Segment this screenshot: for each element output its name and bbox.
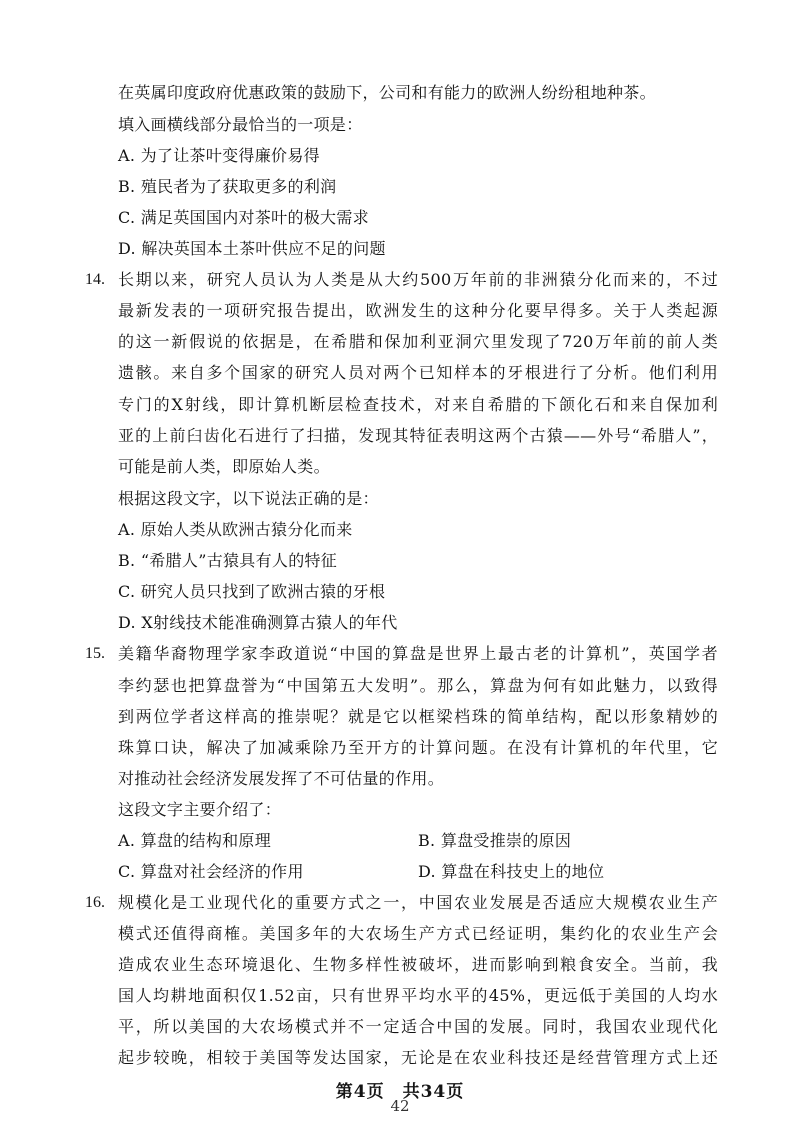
option-c: C. 研究人员只找到了欧洲古猿的牙根	[118, 582, 386, 601]
option-a: A. 算盘的结构和原理	[118, 831, 272, 850]
paragraph-line: 国人均耕地面积仅1.52亩，只有世界平均水平的45%，更远低于美国的人均水	[118, 986, 718, 1005]
option-a: A. 为了让茶叶变得廉价易得	[118, 146, 320, 165]
option-d: D. 算盘在科技史上的地位	[418, 862, 605, 881]
option-c: C. 算盘对社会经济的作用	[118, 862, 304, 881]
option-a: A. 原始人类从欧洲古猿分化而来	[118, 520, 353, 539]
option-b: B. 算盘受推崇的原因	[418, 831, 572, 850]
paragraph-line: 在英属印度政府优惠政策的鼓励下，公司和有能力的欧洲人纷纷租地种茶。	[118, 83, 656, 102]
page-label: 第4页 共34页	[335, 1082, 465, 1102]
paragraph-line: 到两位学者这样高的推崇呢？就是它以框梁档珠的简单结构，配以形象精妙的	[118, 707, 718, 726]
paragraph-line: 起步较晚，相较于美国等发达国家，无论是在农业科技还是经营管理方式上还	[118, 1048, 718, 1067]
paragraph-line: 遗骸。来自多个国家的研究人员对两个已知样本的牙根进行了分析。他们利用	[118, 363, 718, 382]
question-prompt: 这段文字主要介绍了：	[118, 800, 282, 819]
question-number: 15.	[85, 645, 105, 662]
paragraph-line: 规模化是工业现代化的重要方式之一，中国农业发展是否适应大规模农业生产	[118, 893, 718, 912]
option-b: B. 殖民者为了获取更多的利润	[118, 177, 337, 196]
paragraph-line: 美籍华裔物理学家李政道说“中国的算盘是世界上最古老的计算机”，英国学者	[118, 644, 718, 663]
question-number: 16.	[85, 894, 105, 911]
paragraph-line: 平，所以美国的大农场模式并不一定适合中国的发展。同时，我国农业现代化	[118, 1017, 718, 1036]
paragraph-line: 对推动社会经济发展发挥了不可估量的作用。	[118, 769, 445, 788]
paragraph-line: 长期以来，研究人员认为人类是从大约500万年前的非洲猿分化而来的，不过	[118, 270, 718, 289]
option-d: D. X射线技术能准确测算古猿人的年代	[118, 613, 398, 632]
question-prompt: 根据这段文字，以下说法正确的是：	[118, 489, 379, 508]
option-c: C. 满足英国国内对茶叶的极大需求	[118, 208, 369, 227]
paragraph-line: 李约瑟也把算盘誉为“中国第五大发明”。那么，算盘为何有如此魅力，以致得	[118, 676, 718, 695]
paragraph-line: 造成农业生态环境退化、生物多样性被破坏，进而影响到粮食安全。当前，我	[118, 955, 718, 974]
paragraph-line: 模式还值得商榷。美国多年的大农场生产方式已经证明，集约化的农业生产会	[118, 924, 718, 943]
paragraph-line: 的这一新假说的依据是，在希腊和保加利亚洞穴里发现了720万年前的前人类	[118, 332, 718, 351]
paragraph-line: 专门的X射线，即计算机断层检查技术，对来自希腊的下颌化石和来自保加利	[118, 395, 718, 414]
paragraph-line: 可能是前人类，即原始人类。	[118, 457, 330, 476]
paragraph-line: 亚的上前臼齿化石进行了扫描，发现其特征表明这两个古猿——外号“希腊人”，	[118, 426, 718, 445]
question-number: 14.	[85, 271, 105, 288]
option-d: D. 解决英国本土茶叶供应不足的问题	[118, 239, 386, 258]
option-b: B. “希腊人”古猿具有人的特征	[118, 551, 338, 570]
paragraph-line: 最新发表的一项研究报告提出，欧洲发生的这种分化要早得多。关于人类起源	[118, 301, 718, 320]
question-prompt: 填入画横线部分最恰当的一项是：	[118, 115, 363, 134]
sheet-number: 42	[390, 1097, 410, 1115]
paragraph-line: 珠算口诀，解决了加减乘除乃至开方的计算问题。在没有计算机的年代里，它	[118, 738, 718, 757]
